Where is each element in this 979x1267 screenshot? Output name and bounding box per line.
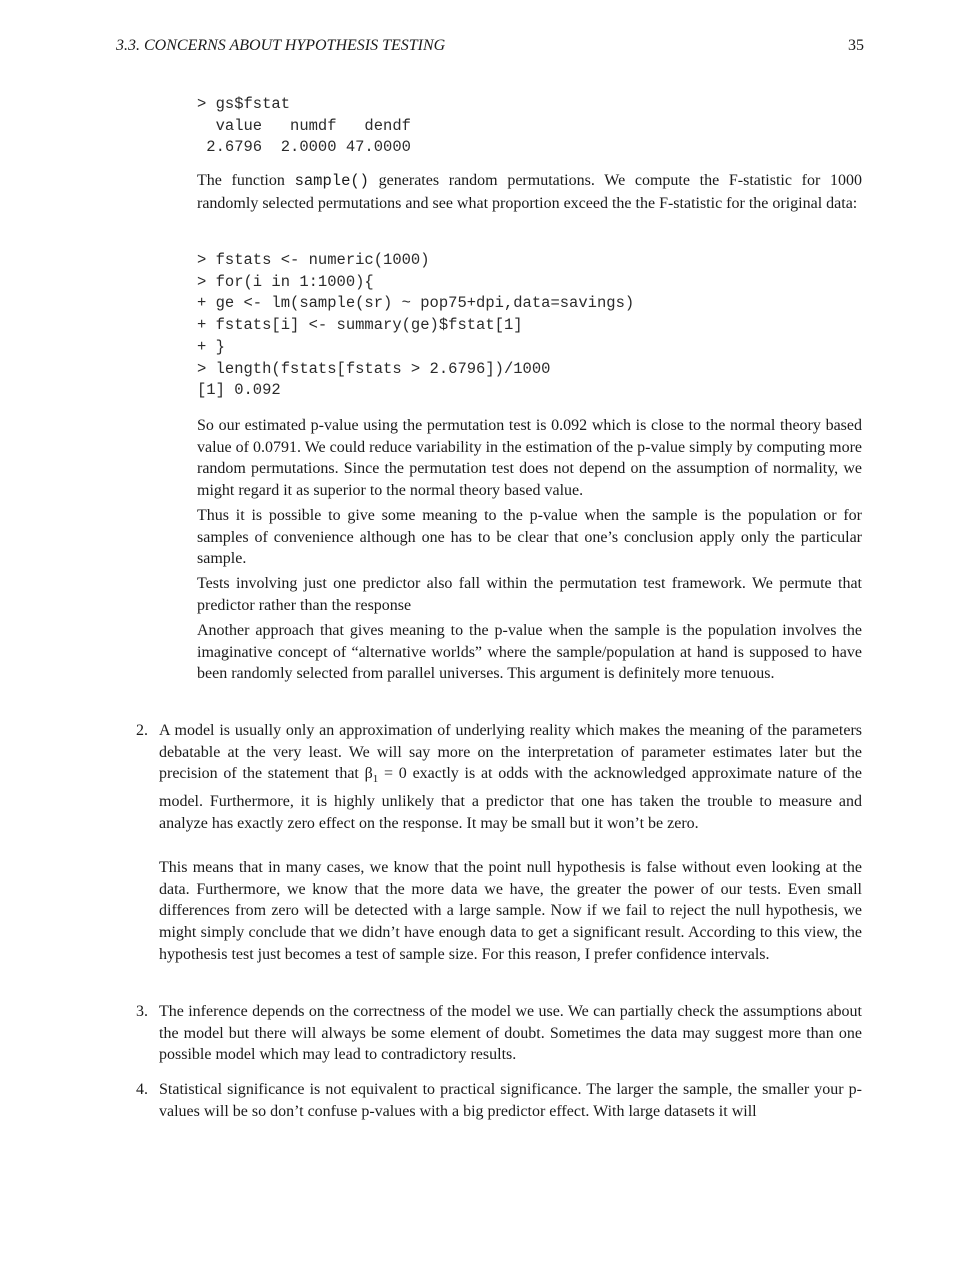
list-item-2 [159,720,862,835]
list-item-2-paragraph: This means that in many cases, we know that the point null hypothesis is false without even looking at the data. Furthermore, we know that the more data we have, the greater the power of our tests. Even small differences from zero will be detected with a large sample. Now if we fail to reject the null hypothesis, we might simply conclude that we didn’t have enough data to get a significant result. According to this view, the hypothesis test just becomes a test of sample size. For this reason, I prefer confidence intervals. [159,859,862,963]
paragraph-alternative-worlds: Another approach that gives meaning to the p-value when the sample is the population involves the imaginative concept of “alternative worlds” where the sample/population at hand is supposed to have been randomly selected from parallel universes. This argument is definitely more tenuous. [197,622,862,683]
paragraph-meaning: Thus it is possible to give some meaning to the p-value when the sample is the population or for samples of convenience although one has to be clear that one’s conclusion apply only the particular sample. [197,507,862,568]
paragraph-text: generates random permutations. We compute the F-statistic for 1000 randomly selected permutations and see what proportion exceed the the F-statistic for the original data: [197,172,862,212]
list-item-number: 4. [136,1081,148,1098]
paragraph-sample-function [197,170,862,214]
math-equation: = 0 [378,765,407,783]
paragraph-text: exactly is at odds with the acknowledged approximate nature of the model. Furthermore, it is highly unlikely that a predictor that one has taken the trouble to measure and analyze has exactly zero effect on the response. It may be small but it won’t be zero. [159,765,863,832]
code-block-permutation: > fstats <- numeric(1000) > for(i in 1:1000){ + ge <- lm(sample(sr) ~ pop75+dpi,data=savings) + fstats[i] <- summary(ge)$fstat[1] + } > length(fstats[fstats > 2.6796])/1000 [1] 0.092 [197,251,635,400]
code-block-fstat: > gs$fstat value numdf dendf 2.6796 2.0000 47.0000 [197,95,411,157]
inline-code: sample() [294,172,369,190]
math-subscript: 1 [372,773,379,786]
running-head [116,37,864,59]
list-item-3: The inference depends on the correctness of the model we use. We can partially check the assumptions about the model but there will always be some element of doubt. Sometimes the data may suggest more than one possible model which may lead to contradictory results. [159,1003,862,1064]
math-beta: β [364,765,373,783]
paragraph-text: The function [197,172,295,189]
list-item-number: 2. [136,722,148,739]
paragraph-pvalue: So our estimated p-value using the permutation test is 0.092 which is close to the normal theory based value of 0.0791. We could reduce variability in the estimation of the p-value simply by computing more random permutations. Since the permutation test does not depend on the assumption of normality, we might regard it as superior to the normal theory based value. [197,417,862,500]
paragraph-text: A model is usually only an approximation of underlying reality which makes the meaning of the parameters debatable at the very least. We will say more on the interpretation of parameter estimates later but the precision of the statement that [159,722,862,783]
paragraph-predictor: Tests involving just one predictor also fall within the permutation test framework. We permute that predictor rather than the response [197,575,862,614]
list-item-number: 3. [136,1003,148,1020]
page-number: 35 [848,37,864,54]
section-title: 3.3. CONCERNS ABOUT HYPOTHESIS TESTING [116,37,446,54]
list-item-4: Statistical significance is not equivalent to practical significance. The larger the sample, the smaller your p-values will be so don’t confuse p-values with a big predictor effect. With large datasets it will [159,1081,862,1120]
